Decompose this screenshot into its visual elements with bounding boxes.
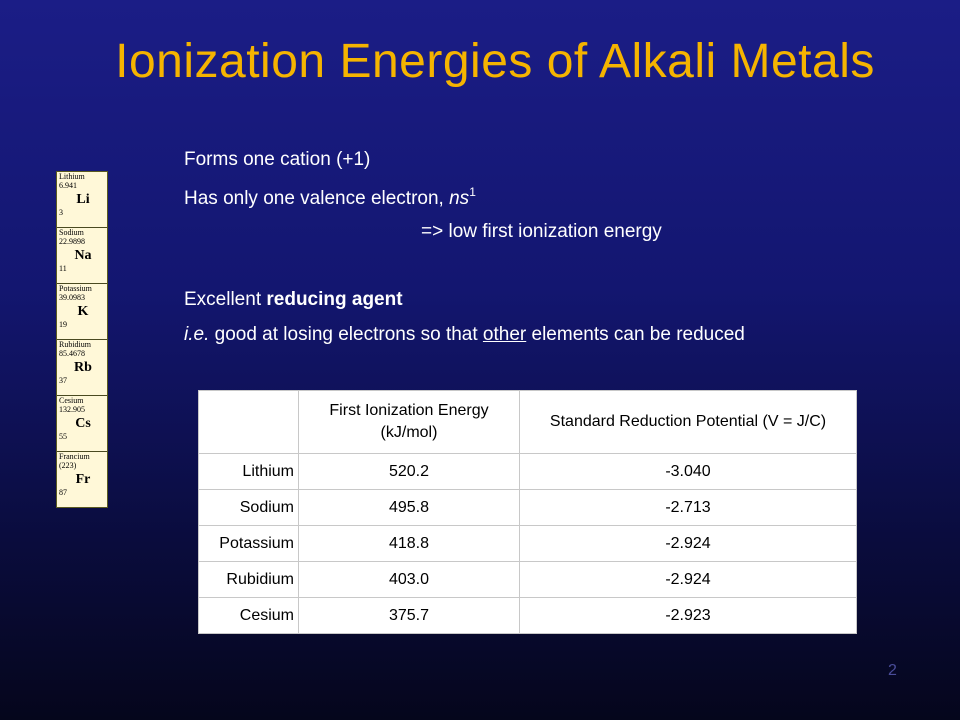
data-table (198, 390, 857, 634)
bullet-text: good at losing electrons so that (209, 324, 483, 345)
element-weight: (223) (59, 461, 77, 470)
element-name: Francium (59, 452, 90, 461)
element-weight: 6.941 (59, 181, 77, 190)
table-row (199, 490, 857, 526)
bullet-text: Forms one cation (+1) (184, 149, 371, 170)
table-cell: -3.040 (520, 454, 857, 490)
table-cell: Potassium (199, 526, 299, 562)
element-weight: 85.4678 (59, 349, 85, 358)
element-number: 87 (59, 488, 67, 497)
bullet-text: Has only one valence electron, (184, 188, 450, 209)
table-cell: Sodium (199, 490, 299, 526)
table-row (199, 526, 857, 562)
element-cell (57, 340, 107, 396)
table-cell: Lithium (199, 454, 299, 490)
element-name: Sodium (59, 228, 84, 237)
table-row (199, 598, 857, 634)
bullet-line (184, 150, 370, 169)
table-cell: -2.924 (520, 562, 857, 598)
table-cell: Cesium (199, 598, 299, 634)
table-cell: 418.8 (299, 526, 520, 562)
bullet-underline: other (482, 324, 527, 345)
table-cell: -2.713 (520, 490, 857, 526)
table-cell: 520.2 (299, 454, 520, 490)
element-weight: 132.905 (59, 405, 85, 414)
element-symbol: Li (76, 192, 90, 207)
table-cell: Rubidium (199, 562, 299, 598)
bullet-italic: ns (449, 188, 470, 209)
bullet-line (184, 290, 403, 309)
element-number: 55 (59, 432, 67, 441)
element-symbol: K (77, 304, 89, 319)
table-header-row (199, 391, 857, 454)
slide-number: 2 (888, 662, 897, 679)
element-symbol: Cs (75, 416, 91, 431)
slide-title: Ionization Energies of Alkali Metals (115, 35, 875, 88)
table-row (199, 562, 857, 598)
table-cell: 403.0 (299, 562, 520, 598)
periodic-table-column (56, 171, 108, 508)
element-cell (57, 172, 107, 228)
bullet-line (421, 222, 662, 241)
bullet-line (184, 325, 745, 344)
bullet-italic: i.e. (184, 324, 210, 345)
element-name: Potassium (59, 284, 92, 293)
table-header-cell: First Ionization Energy (kJ/mol) (299, 391, 520, 454)
element-number: 3 (59, 208, 63, 217)
table-cell: -2.923 (520, 598, 857, 634)
element-number: 19 (59, 320, 67, 329)
element-weight: 39.0983 (59, 293, 85, 302)
bullet-superscript: 1 (469, 185, 476, 199)
element-name: Rubidium (59, 340, 92, 349)
element-weight: 22.9898 (59, 237, 85, 246)
element-name: Cesium (59, 396, 84, 405)
bullet-bold: reducing agent (266, 289, 403, 310)
element-cell (57, 452, 107, 508)
table-header-cell: Standard Reduction Potential (V = J/C) (520, 391, 857, 454)
element-cell (57, 284, 107, 340)
bullet-text: elements can be reduced (526, 324, 745, 345)
bullet-line (184, 186, 476, 208)
table-cell: -2.924 (520, 526, 857, 562)
element-number: 37 (59, 376, 67, 385)
element-number: 11 (59, 264, 67, 273)
element-cell (57, 228, 107, 284)
table-cell: 495.8 (299, 490, 520, 526)
table-row (199, 454, 857, 490)
table-cell: 375.7 (299, 598, 520, 634)
element-name: Lithium (59, 172, 85, 181)
element-symbol: Fr (75, 472, 91, 487)
element-symbol: Rb (74, 360, 92, 375)
bullet-text: Excellent (184, 289, 267, 310)
element-cell (57, 396, 107, 452)
element-symbol: Na (74, 248, 92, 263)
bullet-text: => low first ionization energy (421, 221, 662, 242)
table-header-cell (199, 391, 299, 454)
